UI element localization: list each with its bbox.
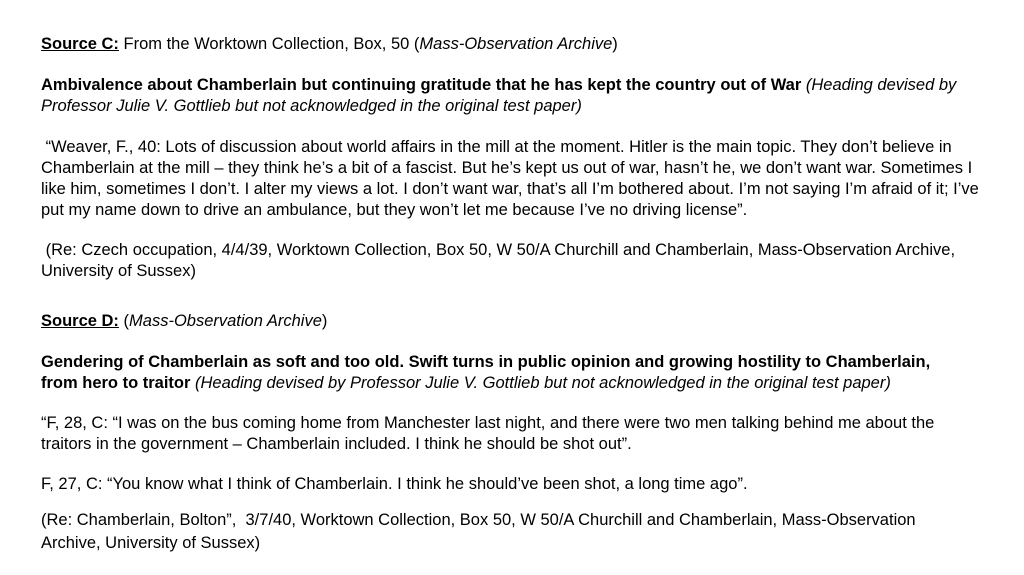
source-d-archive: Mass-Observation Archive [129,312,322,330]
source-c-quote-line-3: like him, sometimes I don’t. I alter my views a lot. I don’t want war, that’s all I’m bothered about. I’m not saying I’m afraid of it; I’ve [41,180,979,198]
source-d-quote1-line-2: traitors in the government – Chamberlain included. I think he should be shot out”. [41,435,632,453]
source-c-heading-line-1 [41,75,1013,96]
source-c-title [41,34,1013,55]
source-c-heading-line-2: Professor Julie V. Gottlieb but not acknowledged in the original test paper) [41,97,582,115]
source-d-label: Source D: [41,312,119,330]
source-c-heading-note-1: (Heading devised by [801,76,957,94]
source-c-intro: From the Worktown Collection, Box, 50 ( [118,35,420,53]
source-c-close: ) [612,35,618,53]
source-d-heading-line-2 [41,373,1013,394]
source-c-archive: Mass-Observation Archive [419,35,613,53]
source-d-quote1-line-1: “F, 28, C: “I was on the bus coming home from Manchester last night, and there were two men talking behind me about the [41,414,935,432]
source-d-close: ) [321,312,328,330]
source-d-ref-line-2: Archive, University of Sussex) [41,534,261,552]
source-c-label: Source C: [41,35,119,53]
source-d-title [41,311,1013,332]
source-c-quote-line-4: put my name down to drive an ambulance, but they won’t let me because I’ve no driving license”. [41,201,748,219]
source-d-heading-note: (Heading devised by Professor Julie V. Gottlieb but not acknowledged in the original test paper) [190,374,891,392]
source-d-open: ( [118,312,130,330]
source-c-heading-bold: Ambivalence about Chamberlain but continuing gratitude that he has kept the country out of War [41,76,802,94]
source-c-quote-line-1: “Weaver, F., 40: Lots of discussion about world affairs in the mill at the moment. Hitler is the main topic. They don’t believe in [41,138,952,156]
source-c-ref-line-2: University of Sussex) [41,262,196,280]
source-c-ref-line-1: (Re: Czech occupation, 4/4/39, Worktown Collection, Box 50, W 50/A Churchill and Chamberlain, Mass-Observation Archive, [41,241,956,259]
source-d-heading-line-1: Gendering of Chamberlain as soft and too old. Swift turns in public opinion and growing hostility to Chamberlain, [41,353,931,371]
source-d-ref-line-1: (Re: Chamberlain, Bolton”, 3/7/40, Worktown Collection, Box 50, W 50/A Churchill and Chamberlain, Mass-Observation [41,511,916,529]
source-c-quote-line-2: Chamberlain at the mill – they think he’s a bit of a fascist. But he’s kept us out of war, hasn’t he, we don’t want war. Sometimes I [41,159,973,177]
source-d-heading-bold-2: from hero to traitor [41,374,191,392]
source-d-quote2: F, 27, C: “You know what I think of Chamberlain. I think he should’ve been shot, a long time ago”. [41,475,748,493]
